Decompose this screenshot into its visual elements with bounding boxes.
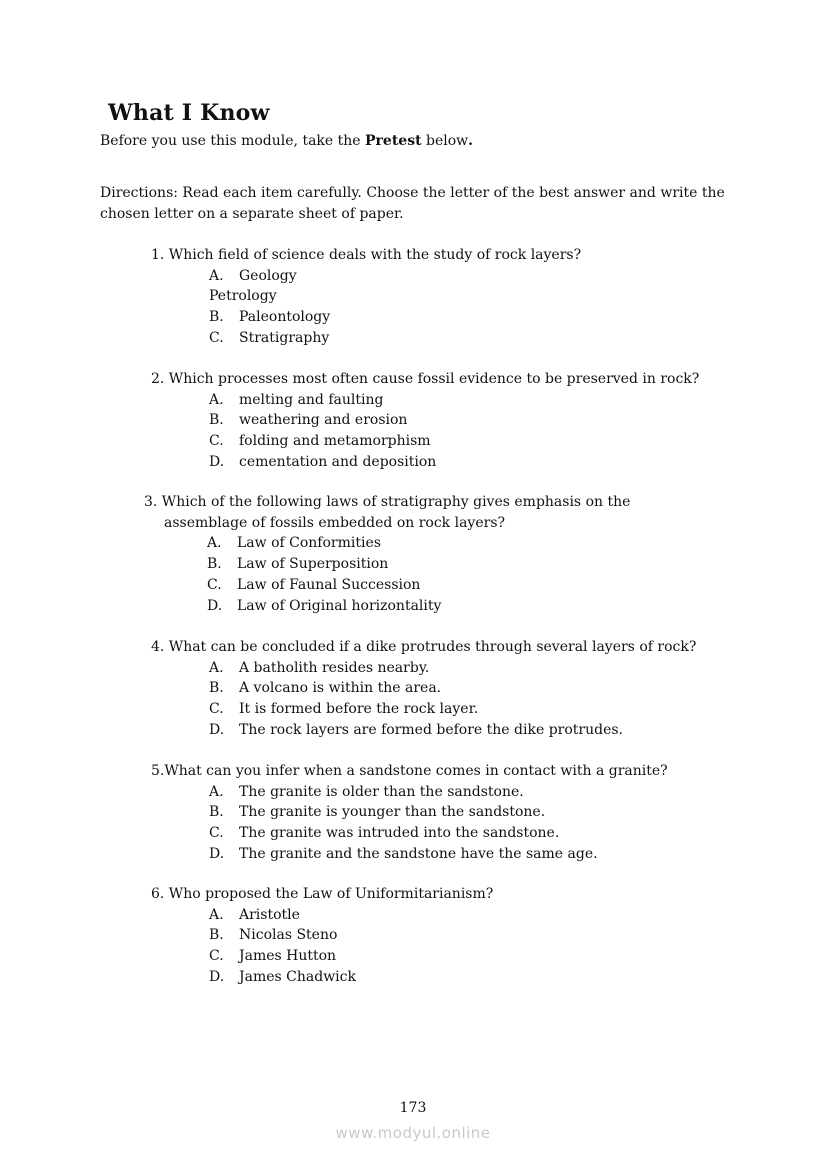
option-text: James Hutton bbox=[239, 948, 337, 965]
option-letter: D. bbox=[209, 453, 225, 470]
question-6 bbox=[151, 884, 493, 988]
option-text: Law of Superposition bbox=[237, 556, 389, 573]
option-text: melting and faulting bbox=[239, 391, 384, 408]
option-d bbox=[209, 967, 493, 988]
option-b bbox=[209, 678, 696, 699]
option-text: It is formed before the rock layer. bbox=[239, 701, 479, 718]
option-text: The granite is younger than the sandstone. bbox=[239, 804, 546, 821]
option-letter: D. bbox=[207, 597, 223, 614]
option-c bbox=[209, 946, 493, 967]
question-1 bbox=[151, 245, 581, 349]
option-letter: A. bbox=[209, 783, 224, 800]
option-letter: A. bbox=[209, 391, 224, 408]
question-stem: 1. Which field of science deals with the study of rock layers? bbox=[151, 247, 582, 263]
option-unlabeled bbox=[209, 286, 581, 307]
option-text: Law of Conformities bbox=[237, 535, 381, 552]
intro-before: Before you use this module, take the bbox=[100, 133, 366, 149]
option-d bbox=[209, 452, 699, 473]
option-letter: A. bbox=[209, 267, 224, 284]
option-d bbox=[207, 596, 630, 617]
question-4 bbox=[151, 637, 696, 741]
option-text: weathering and erosion bbox=[239, 412, 408, 429]
option-letter: C. bbox=[209, 433, 224, 450]
option-text: Law of Original horizontality bbox=[237, 597, 442, 614]
option-letter: D. bbox=[209, 968, 225, 985]
option-text: Stratigraphy bbox=[239, 329, 330, 346]
option-letter: B. bbox=[207, 556, 222, 573]
intro-period: . bbox=[468, 133, 474, 149]
question-2 bbox=[151, 369, 699, 473]
option-b bbox=[209, 925, 493, 946]
option-b bbox=[209, 307, 581, 328]
question-3 bbox=[144, 492, 630, 616]
question-stem: 5.What can you infer when a sandstone comes in contact with a granite? bbox=[151, 763, 668, 779]
option-d bbox=[209, 720, 696, 741]
intro-text bbox=[100, 131, 473, 151]
option-b bbox=[209, 410, 699, 431]
option-d bbox=[209, 844, 668, 865]
page-title: What I Know bbox=[108, 100, 270, 126]
option-a bbox=[209, 658, 696, 679]
option-text: James Chadwick bbox=[239, 968, 356, 985]
question-5 bbox=[151, 761, 668, 865]
option-text: folding and metamorphism bbox=[239, 433, 431, 450]
option-text: Nicolas Steno bbox=[239, 927, 338, 944]
option-c bbox=[209, 431, 699, 452]
option-letter: B. bbox=[209, 804, 224, 821]
option-letter: B. bbox=[209, 309, 224, 326]
option-letter: D. bbox=[209, 721, 225, 738]
option-letter: A. bbox=[207, 535, 222, 552]
option-letter: A. bbox=[209, 906, 224, 923]
option-c bbox=[209, 328, 581, 349]
page-number: 173 bbox=[399, 1100, 427, 1116]
option-text: Geology bbox=[239, 267, 297, 284]
option-letter: B. bbox=[209, 927, 224, 944]
option-text: A volcano is within the area. bbox=[239, 680, 442, 697]
option-c bbox=[209, 823, 668, 844]
option-text: Aristotle bbox=[239, 906, 300, 923]
option-text: The granite was intruded into the sandstone. bbox=[239, 825, 560, 842]
option-text: The granite and the sandstone have the same age. bbox=[239, 845, 598, 862]
option-letter: B. bbox=[209, 680, 224, 697]
intro-after: below bbox=[421, 133, 469, 149]
option-a bbox=[209, 266, 581, 287]
question-stem: 6. Who proposed the Law of Uniformitarianism? bbox=[151, 886, 494, 902]
option-c bbox=[207, 575, 630, 596]
directions-text: Directions: Read each item carefully. Choose the letter of the best answer and write the chosen letter on a separate sheet of paper. bbox=[100, 185, 725, 222]
watermark: www.modyul.online bbox=[335, 1124, 491, 1142]
option-text: The granite is older than the sandstone. bbox=[239, 783, 524, 800]
option-a bbox=[207, 533, 630, 554]
option-letter: C. bbox=[209, 701, 224, 718]
option-letter: D. bbox=[209, 845, 225, 862]
option-text: Law of Faunal Succession bbox=[237, 576, 421, 593]
option-c bbox=[209, 699, 696, 720]
question-stem-line-2: assemblage of fossils embedded on rock layers? bbox=[164, 514, 506, 531]
option-a bbox=[209, 905, 493, 926]
option-letter: C. bbox=[209, 825, 224, 842]
option-text: Paleontology bbox=[239, 309, 331, 326]
option-text: A batholith resides nearby. bbox=[239, 659, 430, 676]
option-b bbox=[209, 802, 668, 823]
option-letter: C. bbox=[207, 576, 222, 593]
option-letter: A. bbox=[209, 659, 224, 676]
option-text: The rock layers are formed before the dike protrudes. bbox=[239, 721, 624, 738]
option-text: cementation and deposition bbox=[239, 453, 437, 470]
option-text: Petrology bbox=[209, 288, 277, 305]
option-letter: C. bbox=[209, 329, 224, 346]
option-a bbox=[209, 390, 699, 411]
intro-pretest: Pretest bbox=[365, 133, 422, 149]
option-letter: C. bbox=[209, 948, 224, 965]
option-a bbox=[209, 782, 668, 803]
question-stem: 3. Which of the following laws of stratigraphy gives emphasis on the bbox=[144, 494, 631, 510]
option-b bbox=[207, 554, 630, 575]
option-letter: B. bbox=[209, 412, 224, 429]
question-stem: 4. What can be concluded if a dike protrudes through several layers of rock? bbox=[151, 639, 697, 655]
question-stem: 2. Which processes most often cause fossil evidence to be preserved in rock? bbox=[151, 371, 700, 387]
